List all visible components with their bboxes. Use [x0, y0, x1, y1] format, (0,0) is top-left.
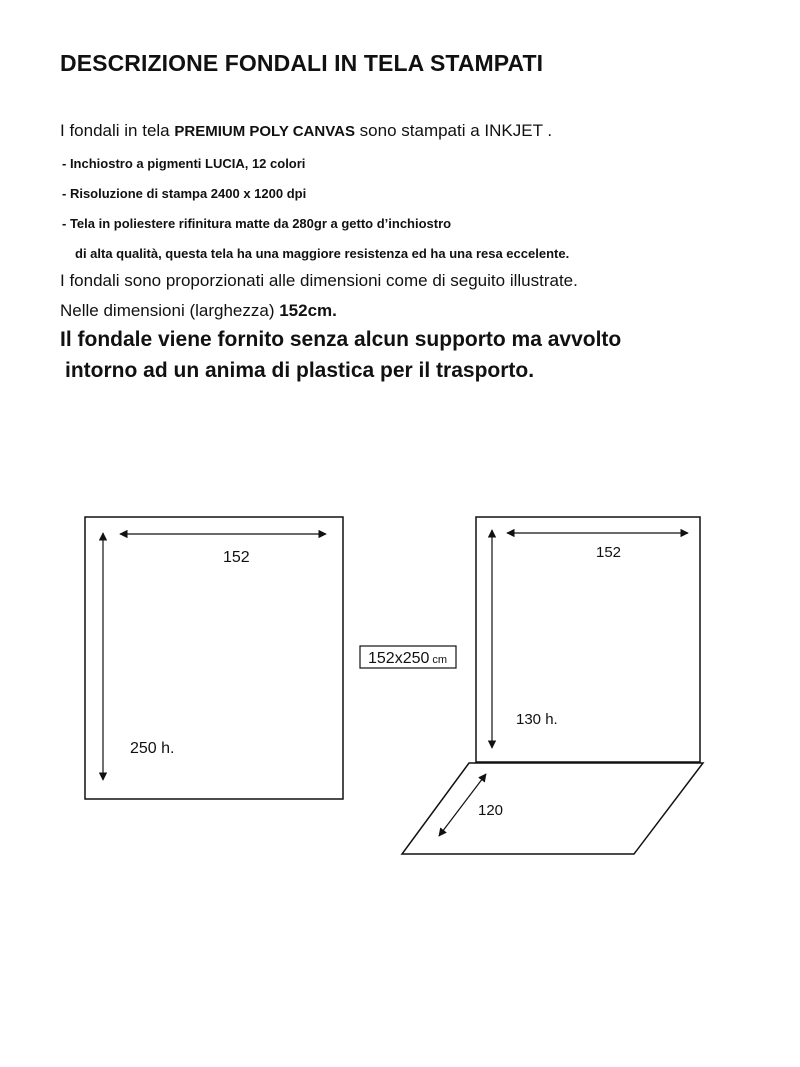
flat-backdrop-outline: [85, 517, 343, 799]
bullet-canvas: - Tela in poliestere rifinitura matte da 280gr a getto d’inchiostro: [62, 216, 452, 231]
flat-width-label: 152: [223, 549, 250, 566]
dimensions-prefix: Nelle dimensioni (larghezza): [60, 301, 280, 320]
supply-line-1: Il fondale viene fornito senza alcun supporto ma avvolto: [60, 328, 622, 351]
size-unit: cm: [432, 654, 448, 666]
supply-line-2: intorno ad un anima di plastica per il trasporto.: [65, 359, 535, 382]
bullet-ink: - Inchiostro a pigmenti LUCIA, 12 colori: [62, 156, 306, 171]
intro-suffix: sono stampati a INKJET .: [354, 121, 553, 140]
floor-depth-label: 120: [478, 802, 504, 819]
bullet-canvas-continued: di alta qualità, questa tela ha una maggiore resistenza ed ha una resa eccelente.: [75, 246, 570, 261]
product-name: PREMIUM POLY CANVAS: [174, 123, 355, 140]
wall-width-label: 152: [596, 544, 622, 561]
dimensions-value: 152cm.: [279, 301, 337, 320]
intro-prefix: I fondali in tela: [60, 121, 175, 140]
page-title: DESCRIZIONE FONDALI IN TELA STAMPATI: [60, 50, 544, 76]
proportion-text: I fondali sono proporzionati alle dimensioni come di seguito illustrate.: [60, 271, 578, 290]
wall-backdrop-outline: [476, 517, 700, 762]
bullet-resolution: - Risoluzione di stampa 2400 x 1200 dpi: [62, 186, 307, 201]
floor-panel-outline: [402, 763, 703, 854]
flat-height-label: 250 h.: [130, 740, 175, 757]
wall-height-label: 130 h.: [516, 711, 558, 728]
size-value: 152x250: [368, 650, 430, 667]
size-box-text: [368, 650, 447, 667]
